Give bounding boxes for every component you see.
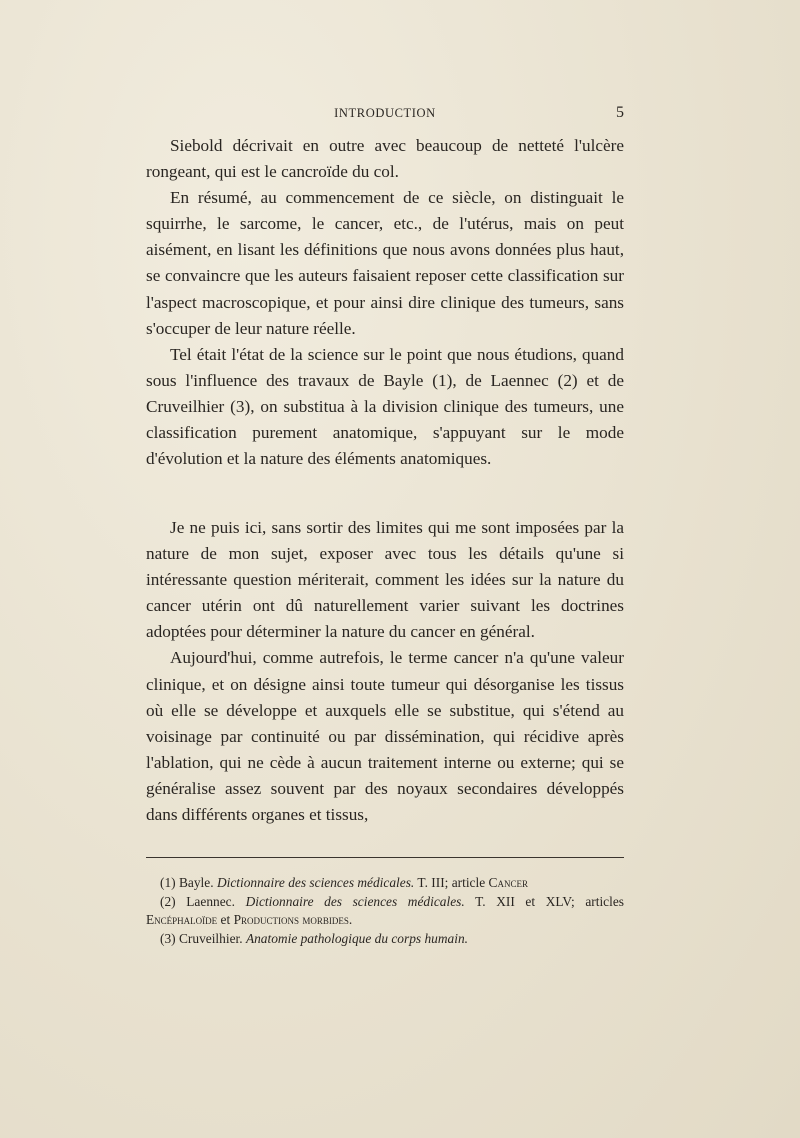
paragraph-je-ne-puis: Je ne puis ici, sans sortir des limites qui me sont imposées par la nature de mon sujet, exposer avec tous les détails qu'une si intéressante question mériterait, comment les idées sur la nature du cancer utérin ont dû naturellement varier suivant les doctrines adoptées pour déterminer la nature du cancer en général. bbox=[146, 518, 624, 642]
footnote-1-work: Dictionnaire des sciences médicales. bbox=[216, 875, 415, 890]
paragraph-siebold: Siebold décrivait en outre avec beaucoup de netteté l'ulcère rongeant, qui est le cancroïde du col. bbox=[146, 136, 624, 182]
footnote-3-work: Anatomie pathologique du corps humain. bbox=[245, 930, 468, 946]
footnotes bbox=[146, 874, 624, 948]
footnote-3 bbox=[146, 930, 624, 949]
footnote-1-author: Bayle. bbox=[178, 875, 214, 890]
footnote-divider bbox=[146, 857, 624, 858]
running-title: INTRODUCTION bbox=[334, 106, 436, 120]
running-head bbox=[146, 104, 624, 124]
paragraph-aujourdhui: Aujourd'hui, comme autrefois, le terme cancer n'a qu'une valeur clinique, et on désigne ainsi toute tumeur qui désorganise les tissus où elle se développe et auxquels elle se substitue, qui s'étend au voisinage par continuité ou par dissémination, qui récidive après l'ablation, qui ne cède à aucun traitement interne ou externe; qui se généralise assez souvent par des noyaux secondaires développés dans différents organes et tissus, bbox=[146, 648, 624, 825]
footnote-3-mark: (3) bbox=[160, 930, 176, 946]
page-number: 5 bbox=[616, 104, 624, 121]
footnote-1 bbox=[146, 874, 624, 893]
footnote-2-author: Laennec. bbox=[186, 893, 235, 909]
footnote-2-work: Dictionnaire des sciences médicales. bbox=[245, 893, 465, 909]
footnote-2-article-2: Productions morbides. bbox=[233, 912, 353, 928]
footnote-1-rest: T. III; article bbox=[417, 875, 486, 890]
paragraph-en-resume: En résumé, au commencement de ce siècle, on distinguait le squirrhe, le sarcome, le cancer, etc., de l'utérus, mais on peut aisément, en lisant les définitions que nous avons données plus haut, se convaincre que les auteurs faisaient reposer cette classification sur l'aspect macroscopique, et pour ainsi dire clinique des tumeurs, sans s'occuper de leur nature réelle. bbox=[146, 188, 624, 338]
paragraph-tel-etait: Tel était l'état de la science sur le point que nous étudions, quand sous l'influence des travaux de Bayle (1), de Laennec (2) et de Cruveilhier (3), on substitua à la division clinique des tumeurs, une classification purement anatomique, s'appuyant sur le mode d'évolution et la nature des éléments anatomiques. bbox=[146, 344, 624, 469]
text-block-lower bbox=[146, 515, 624, 828]
footnote-2-mark: (2) bbox=[160, 893, 176, 909]
footnote-3-author: Cruveilhier. bbox=[178, 930, 243, 946]
footnote-2-rest: T. XII et XLV; articles bbox=[475, 893, 624, 909]
footnote-2 bbox=[146, 893, 624, 930]
footnote-2-article-1: Encéphaloïde bbox=[146, 912, 218, 928]
footnote-1-article: Cancer bbox=[488, 875, 528, 890]
footnote-2-conjunction: et bbox=[220, 912, 231, 928]
footnote-1-mark: (1) bbox=[160, 875, 176, 890]
text-block-upper bbox=[146, 133, 624, 472]
